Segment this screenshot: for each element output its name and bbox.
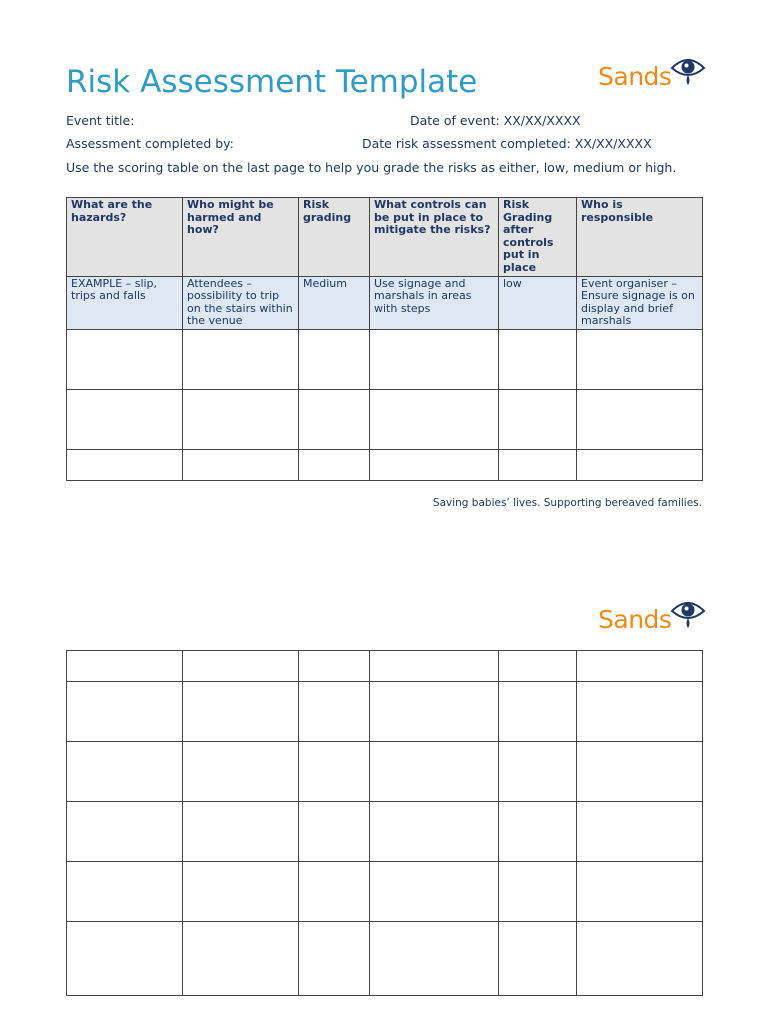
date-risk-assessment-completed: Date risk assessment completed: XX/XX/XXXX: [362, 136, 652, 151]
event-title-label: Event title:: [66, 113, 135, 128]
table-cell[interactable]: [299, 389, 370, 449]
table-cell[interactable]: [577, 449, 703, 480]
table-cell[interactable]: [577, 742, 703, 802]
example-responsible: Event organiser – Ensure signage is on display and brief marshals: [577, 276, 703, 329]
example-risk-after: low: [499, 276, 577, 329]
tagline: Saving babies’ lives. Supporting bereaved families.: [432, 497, 702, 509]
logo-wordmark: Sands: [598, 605, 672, 634]
sands-logo-page-2: [598, 605, 707, 634]
table-row: [67, 651, 703, 682]
table-cell[interactable]: [370, 742, 499, 802]
table-cell[interactable]: [67, 682, 183, 742]
table-cell[interactable]: [67, 329, 183, 389]
table-cell[interactable]: [67, 862, 183, 922]
table-cell[interactable]: [183, 449, 299, 480]
example-row: [67, 276, 703, 329]
eye-teardrop-icon: [669, 51, 707, 89]
table-cell[interactable]: [299, 651, 370, 682]
header-risk-after-controls: Risk Grading after controls put in place: [499, 198, 577, 277]
table-row: [67, 329, 703, 389]
table-cell[interactable]: [299, 329, 370, 389]
table-cell[interactable]: [183, 862, 299, 922]
header-who-harmed: Who might be harmed and how?: [183, 198, 299, 277]
table-cell[interactable]: [499, 922, 577, 996]
table-cell[interactable]: [499, 449, 577, 480]
table-cell[interactable]: [183, 682, 299, 742]
sands-logo: [598, 62, 707, 91]
table-cell[interactable]: [370, 802, 499, 862]
table-row: [67, 449, 703, 480]
example-responsible-text: Ensure signage is on display and brief marshals: [581, 289, 695, 328]
table-cell[interactable]: [499, 742, 577, 802]
table-cell[interactable]: [577, 389, 703, 449]
table-cell[interactable]: [183, 329, 299, 389]
header-risk-grading: Risk grading: [299, 198, 370, 277]
table-cell[interactable]: [370, 449, 499, 480]
table-cell[interactable]: [67, 651, 183, 682]
table-cell[interactable]: [499, 389, 577, 449]
table-cell[interactable]: [299, 742, 370, 802]
risk-table: [66, 197, 703, 481]
table-cell[interactable]: [183, 922, 299, 996]
table-cell[interactable]: [299, 802, 370, 862]
example-risk-grading: Medium: [299, 276, 370, 329]
assessment-completed-by-label: Assessment completed by:: [66, 136, 234, 151]
table-cell[interactable]: [299, 862, 370, 922]
table-cell[interactable]: [499, 802, 577, 862]
table-cell[interactable]: [299, 682, 370, 742]
header-hazards: What are the hazards?: [67, 198, 183, 277]
table-cell[interactable]: [577, 682, 703, 742]
table-row: [67, 682, 703, 742]
table-cell[interactable]: [370, 862, 499, 922]
header-responsible: Who is responsible: [577, 198, 703, 277]
table-cell[interactable]: [67, 742, 183, 802]
table-cell[interactable]: [370, 682, 499, 742]
table-cell[interactable]: [183, 651, 299, 682]
table-cell[interactable]: [499, 651, 577, 682]
example-who-harmed: Attendees – possibility to trip on the stairs within the venue: [183, 276, 299, 329]
logo-wordmark: Sands: [598, 62, 672, 91]
table-cell[interactable]: [67, 802, 183, 862]
date-of-event: Date of event: XX/XX/XXXX: [410, 113, 581, 128]
example-hazard: EXAMPLE – slip, trips and falls: [67, 276, 183, 329]
table-row: [67, 802, 703, 862]
table-row: [67, 742, 703, 802]
table-row: [67, 862, 703, 922]
table-cell[interactable]: [299, 922, 370, 996]
table-cell[interactable]: [370, 651, 499, 682]
table-cell[interactable]: [67, 449, 183, 480]
instructions: Use the scoring table on the last page to help you grade the risks as either, low, medium or high.: [66, 160, 677, 175]
table-cell[interactable]: [183, 389, 299, 449]
table-cell[interactable]: [577, 651, 703, 682]
table-cell[interactable]: [370, 389, 499, 449]
table-cell[interactable]: [499, 682, 577, 742]
table-cell[interactable]: [577, 862, 703, 922]
eye-teardrop-icon: [669, 594, 707, 632]
table-cell[interactable]: [370, 329, 499, 389]
table-cell[interactable]: [183, 802, 299, 862]
table-cell[interactable]: [183, 742, 299, 802]
example-controls: Use signage and marshals in areas with steps: [370, 276, 499, 329]
table-cell[interactable]: [370, 922, 499, 996]
page-title: Risk Assessment Template: [66, 64, 478, 100]
table-row: [67, 389, 703, 449]
table-cell[interactable]: [577, 329, 703, 389]
header-controls: What controls can be put in place to mitigate the risks?: [370, 198, 499, 277]
table-cell[interactable]: [499, 862, 577, 922]
table-cell[interactable]: [67, 389, 183, 449]
table-cell[interactable]: [299, 449, 370, 480]
risk-table-continued: [66, 650, 703, 996]
table-header-row: [67, 198, 703, 277]
table-cell[interactable]: [577, 802, 703, 862]
table-cell[interactable]: [67, 922, 183, 996]
table-cell[interactable]: [577, 922, 703, 996]
table-row: [67, 922, 703, 996]
table-cell[interactable]: [499, 329, 577, 389]
